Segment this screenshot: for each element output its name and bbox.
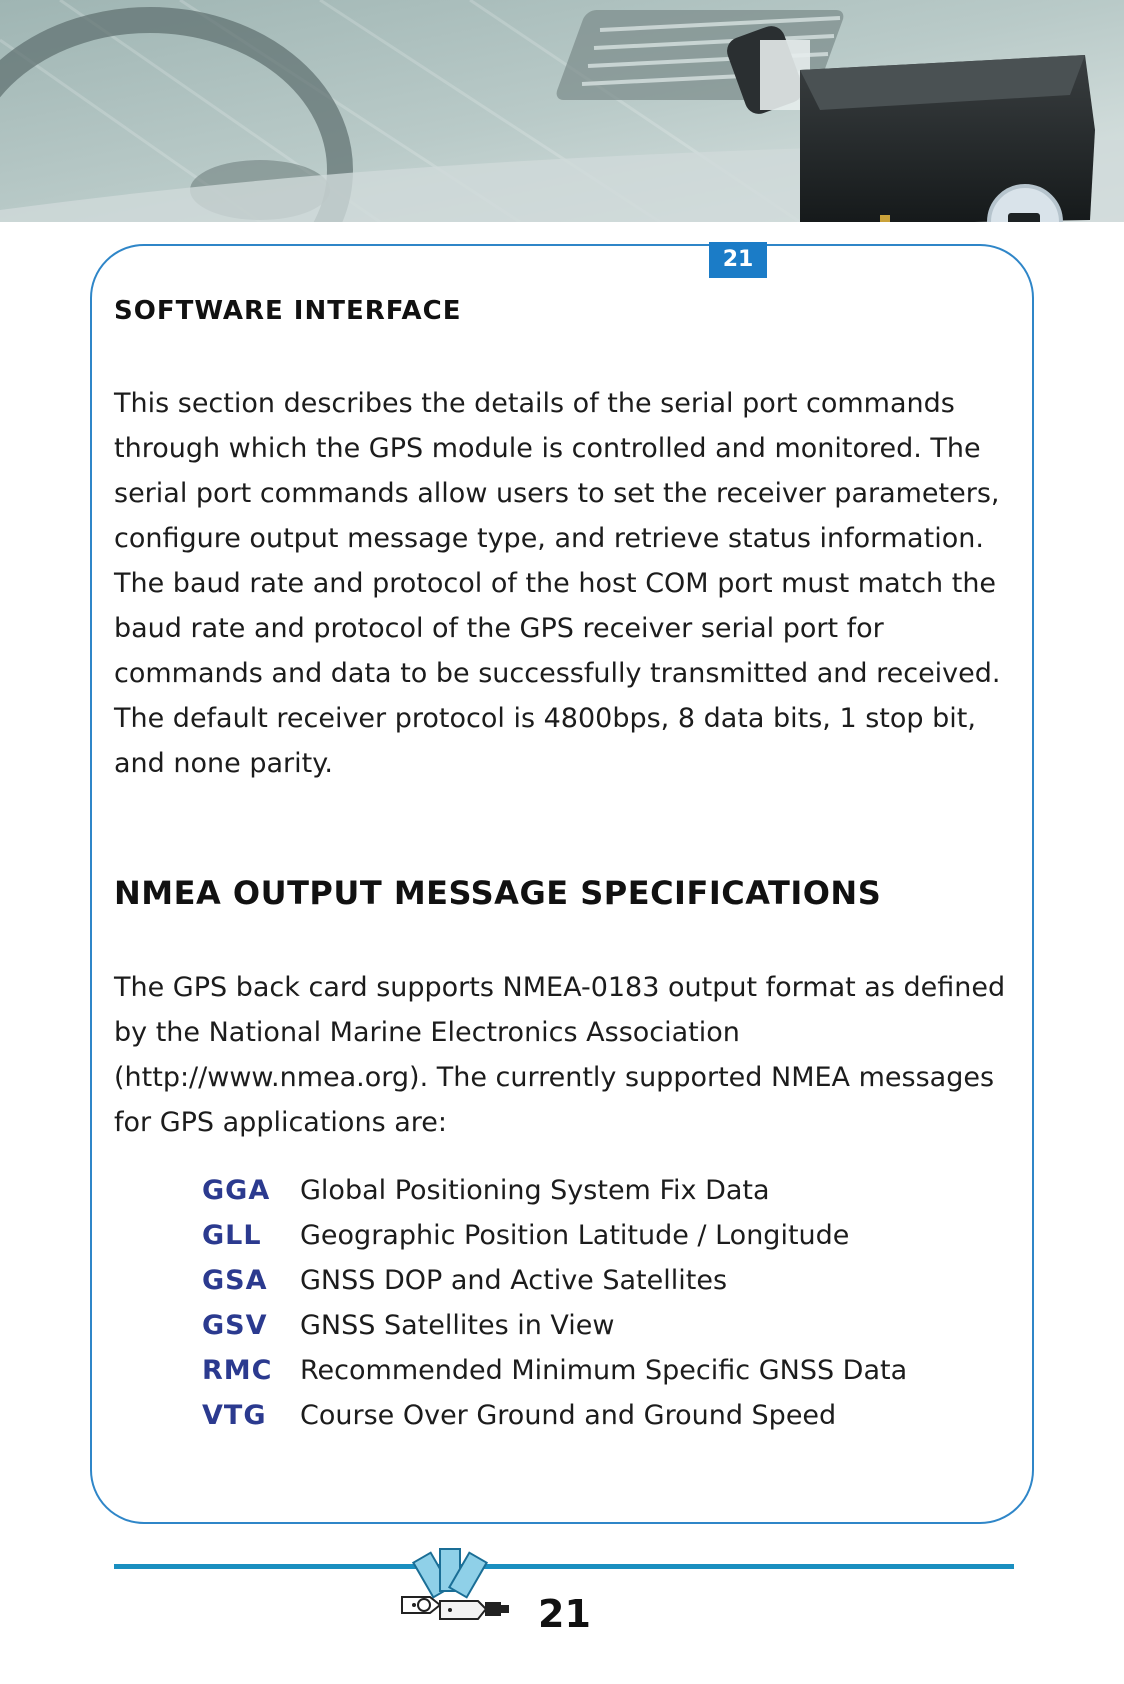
list-item — [202, 1213, 907, 1258]
page-number-footer: 21 — [538, 1592, 591, 1636]
message-code: RMC — [202, 1355, 273, 1386]
gps-device-logo-icon — [400, 1545, 530, 1635]
message-code: GGA — [202, 1175, 271, 1206]
list-item — [202, 1348, 907, 1393]
message-description: Geographic Position Latitude / Longitude — [300, 1220, 850, 1251]
footer-divider — [114, 1564, 1014, 1569]
message-code: GLL — [202, 1220, 262, 1251]
message-description: Course Over Ground and Ground Speed — [300, 1400, 837, 1431]
list-item — [202, 1393, 907, 1438]
page-number-badge: 21 — [709, 242, 767, 278]
list-item — [202, 1258, 907, 1303]
section-title-software-interface: SOFTWARE INTERFACE — [114, 296, 462, 326]
list-item — [202, 1168, 907, 1213]
message-code: GSA — [202, 1265, 268, 1296]
section-title-nmea-output: NMEA OUTPUT MESSAGE SPECIFICATIONS — [114, 874, 882, 912]
software-interface-paragraph: This section describes the details of the serial port commands through which the GPS module is controlled and monitored. The serial port commands allow users to set the receiver parameters, configure output message type, and retrieve status information. The baud rate and protocol of the host COM port must match the baud rate and protocol of the GPS receiver serial port for commands and data to be successfully transmitted and received. The default receiver protocol is 4800bps, 8 data bits, 1 stop bit, and none parity. — [114, 388, 1001, 779]
message-description: Global Positioning System Fix Data — [300, 1175, 770, 1206]
header-banner-photo — [0, 0, 1124, 222]
nmea-intro-paragraph: The GPS back card supports NMEA-0183 output format as defined by the National Marine Electronics Association (http://www.nmea.org). The currently supported NMEA messages for GPS applications are: — [114, 972, 1006, 1138]
message-code: VTG — [202, 1400, 267, 1431]
message-description: GNSS Satellites in View — [300, 1310, 615, 1341]
nmea-message-list — [202, 1168, 907, 1438]
list-item — [202, 1303, 907, 1348]
message-code: GSV — [202, 1310, 268, 1341]
car-dashboard-gps-illustration — [0, 0, 1124, 222]
message-description: GNSS DOP and Active Satellites — [300, 1265, 728, 1296]
message-description: Recommended Minimum Specific GNSS Data — [300, 1355, 908, 1386]
